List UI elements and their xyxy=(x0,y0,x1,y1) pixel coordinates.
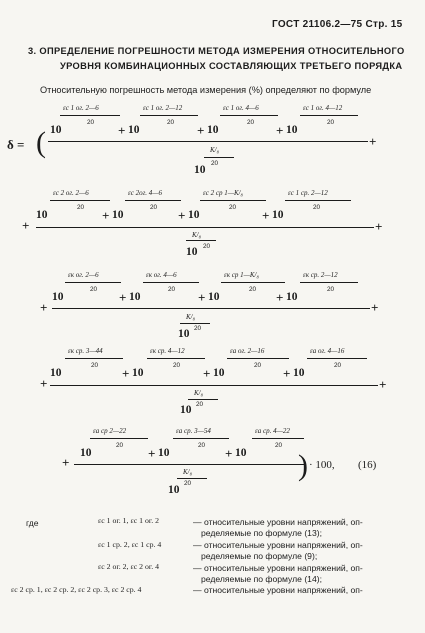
definition-text: — относительные уровни напряжений, оп- xyxy=(193,563,363,573)
fraction-bar xyxy=(200,200,266,201)
exponent: εс 1 ог. 4—6 xyxy=(223,104,259,112)
exponent-denominator: 20 xyxy=(313,204,321,211)
base-ten: 10 xyxy=(286,291,298,303)
base-ten: 10 xyxy=(235,447,247,459)
fraction-bar xyxy=(227,358,289,359)
base-ten: 10 xyxy=(293,367,305,379)
exponent: εс 2 ср 1—K/₈ xyxy=(203,189,243,197)
fraction-bar xyxy=(220,115,278,116)
plus-sign: + xyxy=(197,123,205,138)
exponent-denominator: 20 xyxy=(167,119,175,126)
base-ten: 10 xyxy=(286,124,298,136)
exponent-denominator: 20 xyxy=(247,119,255,126)
exponent-denominator: 20 xyxy=(203,243,211,250)
delta-symbol: δ = xyxy=(7,137,25,152)
base-ten: 10 xyxy=(132,367,144,379)
exponent: K/₈ xyxy=(186,313,196,321)
exponent: εа ср. 4—22 xyxy=(255,427,290,435)
fraction-bar xyxy=(65,358,123,359)
definition-text: ределяемые по формуле (9); xyxy=(201,551,318,561)
where-label: где xyxy=(26,518,39,528)
base-ten: 10 xyxy=(272,209,284,221)
fraction-bar xyxy=(300,282,358,283)
fraction-bar xyxy=(285,200,351,201)
plus-sign: + xyxy=(198,290,206,305)
fraction-bar xyxy=(221,282,285,283)
base-ten: 10 xyxy=(168,484,180,496)
definition-text: — относительные уровни напряжений, оп- xyxy=(193,540,363,550)
definition-symbols: εс 2 ср. 1, εс 2 ср. 2, εс 2 ср. 3, εс 2 ср. 4 xyxy=(11,585,142,594)
base-ten: 10 xyxy=(213,367,225,379)
base-ten: 10 xyxy=(194,164,206,176)
definition-symbols: εс 2 ог. 2, εс 2 ог. 4 xyxy=(98,562,159,571)
exponent: εс 1 ср. 2—12 xyxy=(288,189,328,197)
fraction-bar xyxy=(177,478,207,479)
equation-number: (16) xyxy=(358,459,377,471)
base-ten: 10 xyxy=(50,367,62,379)
exponent-denominator: 20 xyxy=(91,362,99,369)
plus-sign: + xyxy=(371,300,379,315)
main-fraction-bar xyxy=(52,308,370,309)
times-100: · 100, xyxy=(309,459,335,471)
fraction-bar xyxy=(252,438,304,439)
fraction-bar xyxy=(180,323,210,324)
plus-sign: + xyxy=(225,446,233,461)
plus-sign: + xyxy=(276,123,284,138)
exponent-denominator: 20 xyxy=(327,119,335,126)
exponent-denominator: 20 xyxy=(77,204,85,211)
exponent-denominator: 20 xyxy=(198,442,206,449)
main-fraction-bar xyxy=(50,385,378,386)
base-ten: 10 xyxy=(52,291,64,303)
definition-text: — относительные уровни напряжений, оп- xyxy=(193,585,363,595)
exponent-denominator: 20 xyxy=(150,204,158,211)
exponent-denominator: 20 xyxy=(196,401,204,408)
intro-text: Относительную погрешность метода измерения (%) определяют по формуле xyxy=(40,85,372,95)
exponent: εк ог. 2—6 xyxy=(68,271,99,279)
plus-sign: + xyxy=(178,208,186,223)
exponent: εа ср 2—22 xyxy=(93,427,127,435)
fraction-bar xyxy=(90,438,148,439)
exponent: K/₈ xyxy=(194,389,204,397)
fraction-bar xyxy=(143,282,199,283)
fraction-bar xyxy=(125,200,181,201)
plus-sign: + xyxy=(148,446,156,461)
open-paren: ( xyxy=(36,126,46,159)
base-ten: 10 xyxy=(208,291,220,303)
exponent: εа ср. 3—54 xyxy=(176,427,211,435)
fraction-bar xyxy=(173,438,229,439)
fraction-bar xyxy=(147,358,205,359)
exponent: εс 2ог. 4—6 xyxy=(128,189,162,197)
section-title-line1: 3. ОПРЕДЕЛЕНИЕ ПОГРЕШНОСТИ МЕТОДА ИЗМЕРЕНИЯ ОТНОСИТЕЛЬНОГО xyxy=(28,46,405,56)
exponent: K/₈ xyxy=(183,468,193,476)
plus-sign: + xyxy=(40,300,48,315)
base-ten: 10 xyxy=(178,328,190,340)
exponent: εс 1 ог. 2—6 xyxy=(63,104,99,112)
base-ten: 10 xyxy=(36,209,48,221)
base-ten: 10 xyxy=(50,124,62,136)
definition-symbols: εс 1 ог. 1, εс 1 ог. 2 xyxy=(98,516,159,525)
base-ten: 10 xyxy=(129,291,141,303)
exponent-denominator: 20 xyxy=(168,286,176,293)
base-ten: 10 xyxy=(188,209,200,221)
base-ten: 10 xyxy=(158,447,170,459)
definition-text: ределяемые по формуле (14); xyxy=(201,574,322,584)
plus-sign: + xyxy=(203,366,211,381)
base-ten: 10 xyxy=(80,447,92,459)
main-fraction-bar xyxy=(48,141,368,142)
plus-sign: + xyxy=(262,208,270,223)
fraction-bar xyxy=(204,157,234,158)
plus-sign: + xyxy=(40,376,48,391)
plus-sign: + xyxy=(276,290,284,305)
exponent: εк ср. 3—44 xyxy=(68,347,103,355)
fraction-bar xyxy=(140,115,198,116)
exponent-denominator: 20 xyxy=(254,362,262,369)
exponent-denominator: 20 xyxy=(334,362,342,369)
definition-text: ределяемые по формуле (13); xyxy=(201,528,322,538)
base-ten: 10 xyxy=(112,209,124,221)
exponent-denominator: 20 xyxy=(211,160,219,167)
fraction-bar xyxy=(307,358,367,359)
fraction-bar xyxy=(65,282,121,283)
plus-sign: + xyxy=(22,218,30,233)
base-ten: 10 xyxy=(180,404,192,416)
main-fraction-bar xyxy=(74,464,306,465)
exponent: K/₈ xyxy=(192,231,202,239)
base-ten: 10 xyxy=(186,246,198,258)
fraction-bar xyxy=(300,115,358,116)
exponent: εк ср. 2—12 xyxy=(303,271,338,279)
exponent: K/₈ xyxy=(210,146,220,154)
exponent-denominator: 20 xyxy=(184,480,192,487)
exponent: εк ог. 4—6 xyxy=(146,271,177,279)
exponent-denominator: 20 xyxy=(327,286,335,293)
page-header: ГОСТ 21106.2—75 Стр. 15 xyxy=(272,19,403,30)
plus-sign: + xyxy=(375,219,383,234)
exponent-denominator: 20 xyxy=(173,362,181,369)
exponent-denominator: 20 xyxy=(249,286,257,293)
exponent-denominator: 20 xyxy=(229,204,237,211)
plus-sign: + xyxy=(62,455,70,470)
exponent: εа ог. 2—16 xyxy=(230,347,265,355)
plus-sign: + xyxy=(369,134,377,149)
fraction-bar xyxy=(186,240,216,241)
fraction-bar xyxy=(60,115,120,116)
exponent-denominator: 20 xyxy=(87,119,95,126)
exponent: εк ср. 4—12 xyxy=(150,347,185,355)
plus-sign: + xyxy=(283,366,291,381)
exponent: εк ср 1—K/₈ xyxy=(224,271,259,279)
base-ten: 10 xyxy=(207,124,219,136)
plus-sign: + xyxy=(119,290,127,305)
exponent-denominator: 20 xyxy=(90,286,98,293)
plus-sign: + xyxy=(379,377,387,392)
exponent-denominator: 20 xyxy=(275,442,283,449)
definition-symbols: εс 1 ср. 2, εс 1 ср. 4 xyxy=(98,540,162,549)
base-ten: 10 xyxy=(128,124,140,136)
exponent: εс 1 ог. 4—12 xyxy=(303,104,343,112)
exponent: εс 2 ог. 2—6 xyxy=(53,189,89,197)
exponent-denominator: 20 xyxy=(194,325,202,332)
definition-text: — относительные уровни напряжений, оп- xyxy=(193,517,363,527)
close-paren: ) xyxy=(298,449,308,482)
exponent-denominator: 20 xyxy=(116,442,124,449)
plus-sign: + xyxy=(122,366,130,381)
fraction-bar xyxy=(188,399,218,400)
plus-sign: + xyxy=(102,208,110,223)
main-fraction-bar xyxy=(36,227,374,228)
exponent: εа ог. 4—16 xyxy=(310,347,345,355)
section-title-line2: УРОВНЯ КОМБИНАЦИОННЫХ СОСТАВЛЯЮЩИХ ТРЕТЬЕГО ПОРЯДКА xyxy=(60,61,403,71)
plus-sign: + xyxy=(118,123,126,138)
fraction-bar xyxy=(50,200,110,201)
exponent: εс 1 ог. 2—12 xyxy=(143,104,183,112)
